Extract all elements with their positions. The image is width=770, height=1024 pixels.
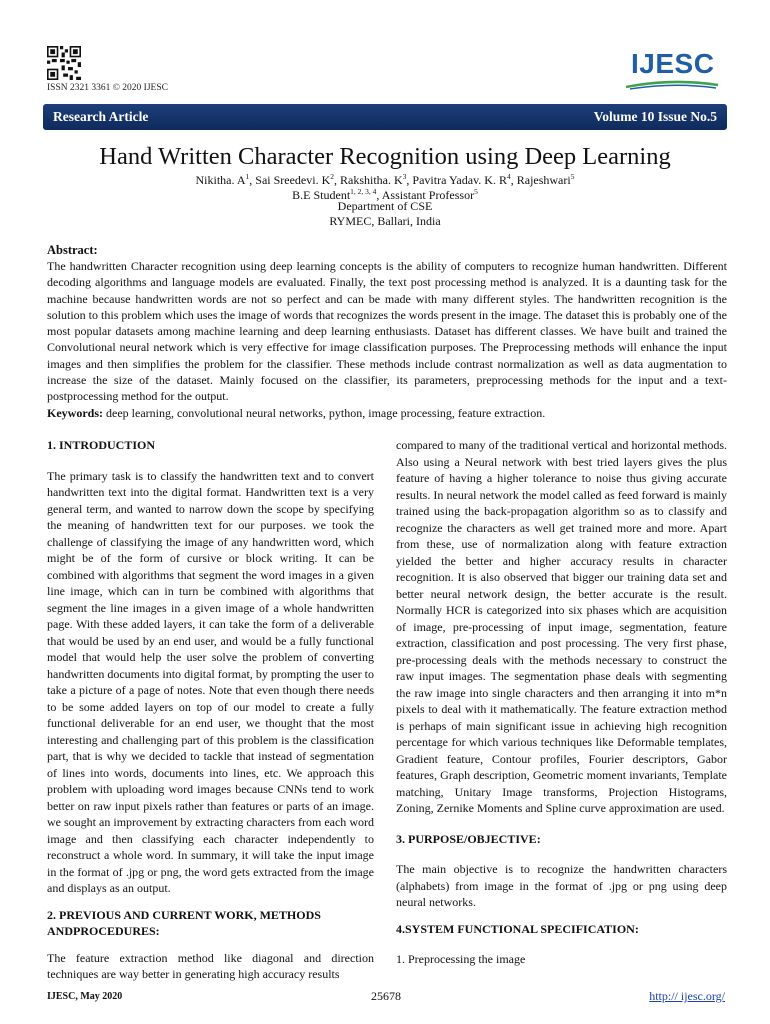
abstract-heading: Abstract: [47, 243, 98, 257]
purpose-text: The main objective is to recognize the handwritten characters (alphabets) from image in the format of .jpg or png using deep neural networks. [396, 862, 727, 909]
journal-logo [620, 46, 728, 94]
intro-text: The primary task is to classify the handwritten text and to convert handwritten text into the digital format. Handwritten text is a very general term, and wanted to narrow down the scope by specifying the meaning of handwritten text for our purposes. we took the challenge of classifying the image of any handwritten word, which might be of the form of cursive or block writing. It can be combined with algorithms that segment the word images in a given line image, which can in turn be combined with algorithms that segment the line images in a given image of a whole handwritten page. With these added layers, it can take the form of a deliverable that would be used by an end user, and would be a fully functional model that would help the user solve the problem of converting handwritten documents into digital format, by prompting the user to take a picture of a page of notes. Note that even though there needs to be some added layers on top of our model to create a fully functional deliverable for an end user, we thought that the most interesting and challenging part of this problem is the classification part, that is why we decided to tackle that instead of segmentation of lines into words, documents into lines, etc. We approach this problem with uploading word images because CNNs tend to work better on raw input pixels rather than features or parts of an image. we sought an improvement by extracting characters from each word image and then classifying each character independently to reconstruct a whole word. In summary, it will take the input image in the format of .jpg or png, the word gets extracted from the image and displays as an output. [47, 468, 374, 895]
keywords-text: deep learning, convolutional neural networks, python, image processing, feature extraction. [103, 406, 546, 420]
logo-text: IJESC [631, 48, 715, 79]
journal-link[interactable]: http:// ijesc.org/ [649, 989, 725, 1003]
qr-code-icon [47, 46, 81, 80]
intro-heading: 1. INTRODUCTION [47, 438, 156, 452]
department: Department of CSE [337, 199, 433, 213]
left-column [47, 437, 374, 983]
paper-title: Hand Written Character Recognition using Deep Learning [99, 143, 671, 170]
article-type: Research Article [53, 109, 149, 124]
keywords [47, 406, 727, 421]
logo-swoosh-icon [624, 80, 720, 90]
keywords-label: Keywords: [47, 406, 103, 420]
purpose-heading: 3. PURPOSE/OBJECTIVE: [396, 831, 541, 846]
volume-issue: Volume 10 Issue No.5 [593, 109, 717, 124]
page-number: 25678 [371, 989, 401, 1003]
abstract-text: The handwritten Character recognition using deep learning concepts is the ability of computers to recognize human handwritten. Different decoding algorithms and language models are evaluated. Finally, the text post processing method is analyzed. It is a daunting task for the machine because handwritten words are not so perfect and can be made with many different styles. The handwritten recognition is the solution to this problem which uses the image of words that recognizes the words present in the image. The dataset this is probably one of the most popular datasets among machine learning and deep learning enthusiasts. Dataset has different classes. We have built and trained the Convolutional neural network which is very effective for image classification purposes. The Preprocessing methods will enhance the input images and then simplifies the problem for the classifier. These methods include contrast normalization as well as data augmentation to increase the size of the dataset. Mainly focused on the classifier, its parameters, preprocessing methods for the input and a text-postprocessing method for the output. [47, 259, 727, 404]
spec-heading: 4.SYSTEM FUNCTIONAL SPECIFICATION: [396, 921, 639, 936]
author-roles: B.E Student$^{1, 2, 3, 4}$, Assistant Professor$^5$ [292, 187, 478, 202]
footer-journal-date: IJESC, May 2020 [47, 991, 123, 1002]
previous-work-continued: compared to many of the traditional vertical and horizontal methods. Also using a Neural network with best tried layers gives the plus feature of having a higher tolerance to noise thus giving accurate results. In neural network the model called as feed forward is mainly trained using the back-propagation algorithm so as to classify and recognize the characters as well get trained more and more. Apart from these, use of normalization along with feature extraction yielded the better and higher accuracy results in character recognition. It is also observed that bigger our training data set and better neural network design, the better accurate is the result. Normally HCR is categorized into six phases which are acquisition of image, pre-processing of input image, segmentation, feature extraction, classification and post processing. The very first phase, pre-processing deals with the methods necessary to construct the raw input images. The segmentation phase deals with segmenting the raw image into single characters and then arranging it into m*n pixels to deal with it mathematically. The feature extraction method is perhaps of main significant issue in achieving high recognition percentage for which various techniques like Deformable templates, Gradient feature, Contour profiles, Fourier descriptors, Gabor features, Graph description, Geometric moment invariants, Template matching, Unitary Image transforms, Projection Histograms, Zoning, Zernike Moments and Spline curve approximation are used. [396, 438, 727, 815]
issn-text: ISSN 2321 3361 © 2020 IJESC [47, 83, 168, 93]
article-banner [43, 104, 727, 130]
previous-work-text: The feature extraction method like diagonal and direction techniques are way better in generating high accuracy results [47, 950, 374, 981]
previous-work-heading: 2. PREVIOUS AND CURRENT WORK, METHODS ANDPROCEDURES: [47, 907, 321, 938]
author-list: Nikitha. $A^1$, Sai Sreedevi. $K^2$, Rakshitha. $K^3$, Pavitra Yadav. K. $R^4$, Rajeshwari$^5$ [195, 172, 575, 187]
spec-text: 1. Preprocessing the image [396, 952, 526, 966]
right-column [396, 437, 727, 968]
institution: RYMEC, Ballari, India [329, 214, 441, 228]
